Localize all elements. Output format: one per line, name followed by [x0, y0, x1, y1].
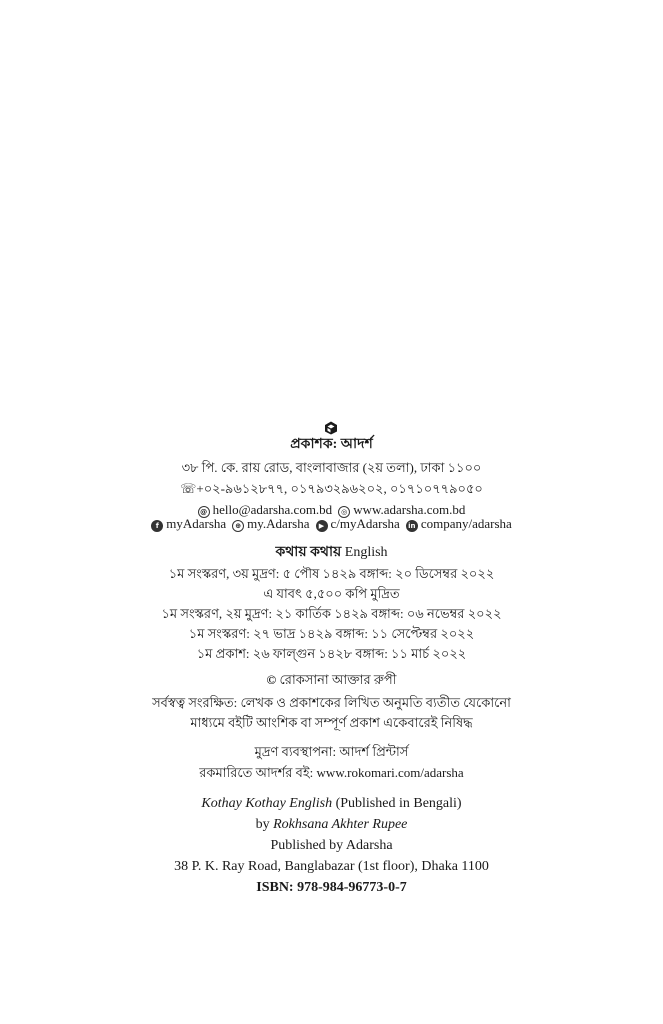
linkedin-icon: in [406, 520, 418, 532]
copyright-icon: © [266, 672, 277, 687]
rokomari-line: রকমারিতে আদর্শর বই: www.rokomari.com/adarsha [199, 765, 464, 780]
email-icon: @ [198, 506, 210, 518]
edition-line: ১ম প্রকাশ: ২৬ ফাল্গুন ১৪২৮ বঙ্গাব্দ: ১১ মার্চ ২০২২ [196, 646, 467, 661]
english-author-line [0, 816, 663, 834]
publisher-phones: ☏+০২-৯৬১২৮৭৭, ০১৭৯৩২৯৬২০২, ০১৭১০৭৭৯০৫০ [180, 481, 483, 496]
email-link[interactable]: hello@adarsha.com.bd [212, 502, 333, 517]
isbn: ISBN: 978-984-96773-0-7 [256, 880, 407, 895]
rights-line-2: মাধ্যমে বইটি আংশিক বা সম্পূর্ণ প্রকাশ একেবারেই নিষিদ্ধ [190, 715, 473, 730]
rights-line-1: সর্বস্বত্ব সংরক্ষিত: লেখক ও প্রকাশকের লিখিত অনুমতি ব্যতীত যেকোনো [152, 695, 511, 710]
english-book-title: Kothay Kothay English [201, 796, 333, 811]
english-language-note: (Published in Bengali) [332, 796, 462, 811]
copyright-holder: রোকসানা আক্তার রুপী [279, 672, 397, 687]
adarsha-logo-icon [324, 421, 338, 435]
youtube-link[interactable]: c/myAdarsha [330, 516, 400, 531]
dribbble-icon: ⊕ [232, 520, 244, 532]
globe-icon: ◎ [338, 506, 350, 518]
book-title [0, 544, 663, 562]
book-title-english: English [344, 545, 388, 560]
dribbble-link[interactable]: my.Adarsha [247, 516, 310, 531]
english-author: Rokhsana Akhter Rupee [273, 817, 408, 832]
publisher-label: প্রকাশক: আদর্শ [290, 437, 373, 452]
linkedin-link[interactable]: company/adarsha [420, 516, 512, 531]
edition-line: ১ম সংস্করণ: ২৭ ভাদ্র ১৪২৯ বঙ্গাব্দ: ১১ সেপ্টেম্বর ২০২২ [188, 626, 475, 641]
copyright-line [0, 672, 663, 688]
publisher-address: ৩৮ পি. কে. রায় রোড, বাংলাবাজার (২য় তলা), ঢাকা ১১০০ [181, 460, 482, 475]
english-title-line [0, 795, 663, 813]
printing-line: মুদ্রণ ব্যবস্থাপনা: আদর্শ প্রিন্টার্স [254, 744, 409, 759]
social-line [0, 516, 663, 532]
website-link[interactable]: www.adarsha.com.bd [353, 502, 466, 517]
edition-line: ১ম সংস্করণ, ২য় মুদ্রণ: ২১ কার্তিক ১৪২৯ বঙ্গাব্দ: ০৬ নভেম্বর ২০২২ [161, 606, 502, 621]
edition-line: এ যাবৎ ৫,৫০০ কপি মুদ্রিত [263, 586, 400, 601]
book-title-bengali: কথায় কথায় [275, 545, 342, 560]
youtube-icon: ▶ [316, 520, 328, 532]
english-address: 38 P. K. Ray Road, Banglabazar (1st floor), Dhaka 1100 [174, 859, 489, 874]
by-label: by [255, 817, 274, 832]
facebook-link[interactable]: myAdarsha [166, 516, 227, 531]
english-publisher: Published by Adarsha [270, 838, 393, 853]
facebook-icon: f [151, 520, 163, 532]
edition-line: ১ম সংস্করণ, ৩য় মুদ্রণ: ৫ পৌষ ১৪২৯ বঙ্গাব্দ: ২০ ডিসেম্বর ২০২২ [168, 566, 495, 581]
